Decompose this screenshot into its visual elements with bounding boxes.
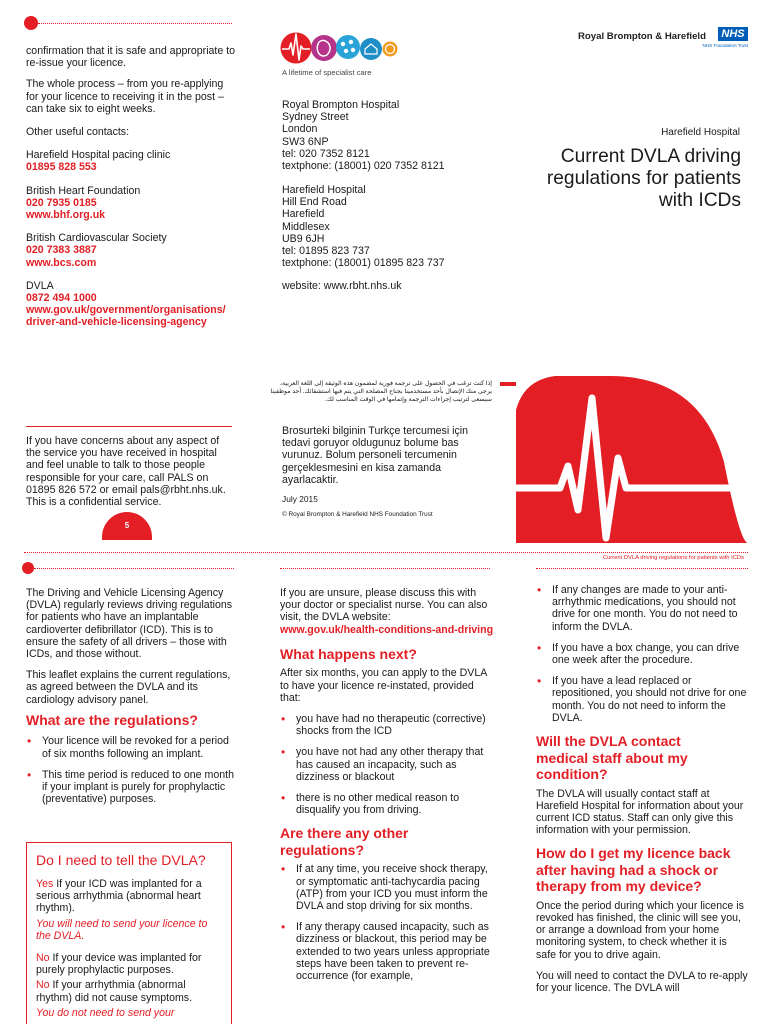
what-next-heading: What happens next? [280,645,417,662]
other-regulations-heading: Are there any other regulations? [280,825,409,858]
trust-name: Royal Brompton & Harefield [578,31,706,42]
cover-title: Current DVLA driving regulations for patients with ICDs [546,146,741,211]
address-textphone: textphone: (18001) 020 7352 8121 [282,160,445,173]
page5-whole-process: The whole process – from you re-applying for your licence to receiving it in the post – can take six to eight weeks. [26,78,224,115]
col3-rule [536,568,748,569]
heartbeat-icon [500,370,748,543]
address-line: Royal Brompton Hospital [282,99,400,111]
other-regulations-list [280,863,495,982]
dvla-contact-heading: Will the DVLA contact medical staff about my condition? [536,733,688,783]
address-phone: tel: 020 7352 8121 [282,147,370,160]
what-next-list [280,713,495,816]
address-textphone: textphone: (18001) 01895 823 737 [282,257,445,270]
yes-paragraph [36,878,222,915]
contact-harefield [26,149,236,173]
no-paragraph-1 [36,952,222,976]
col1-rule [34,568,234,569]
page-number-badge [102,512,152,540]
list-item: • If at any time, you receive shock therapy, or symptomatic anti-tachycardia pacing (ATP) from your ICD you must inform the DVLA and stop driving for six months. [280,863,495,912]
what-next-text: After six months, you can apply to the DVLA to have your licence re-instated, provided that: [280,667,487,704]
running-head-rule [24,552,748,553]
yes-label: Yes [36,878,54,890]
no-instruction: You do not need to send your [36,1006,175,1019]
contact-phone[interactable]: 01895 828 553 [26,161,97,174]
list-item: • you have had no therapeutic (corrective) shocks from the ICD [280,713,495,737]
column-1 [26,587,236,814]
pals-rule [26,426,232,427]
col2-rule [280,568,490,569]
contact-dvla [26,280,236,329]
list-item: • you have not had any other therapy that has caused an incapacity, such as dizziness or blackout [280,746,495,783]
no-text: If your device was implanted for purely prophylactic purposes. [36,952,202,977]
yes-instruction: You will need to send your licence to the DVLA. [36,917,208,942]
page5-top-rule [38,23,232,24]
dvla-website-link[interactable]: www.gov.uk/health-conditions-and-driving [280,623,494,636]
logo-circles-icon [280,28,398,68]
no-label: No [36,952,50,965]
page5-other-contacts: Other useful contacts: [26,126,130,139]
pals-text: If you have concerns about any aspect of the service you have received in hospital and feel unable to talk to those people responsible for your care, call PALS on 01895 826 572 or email pals@rbht.nhs.uk. This is a confidential service. [26,435,226,509]
publish-date: July 2015 [282,494,318,504]
cover-heartbeat-graphic [500,370,748,543]
address-line: Middlesex [282,220,330,233]
regulations-list [26,735,236,805]
contact-link[interactable]: www.gov.uk/government/organisations/ [26,304,226,317]
column-2 [280,587,495,991]
list-item: • If you have a lead replaced or repositioned, you should not drive for one month. You do not need to inform the DVLA. [536,675,748,724]
page5-intro: confirmation that it is safe and appropriate to re-issue your licence. [26,45,236,70]
running-head: Current DVLA driving regulations for patients with ICDs [520,555,744,561]
list-item: • If any changes are made to your anti-arrhythmic medications, you should not drive for one month. You do not need to inform the DVLA. [536,584,748,633]
licence-back-heading: How do I get my licence back after having had a shock or therapy from my device? [536,845,731,895]
list-item: • If you have a box change, you can drive one week after the procedure. [536,642,748,666]
logo-tagline: A lifetime of specialist care [282,68,372,77]
contact-bhf [26,185,236,222]
contact-phone[interactable]: 020 7935 0185 [26,196,97,209]
turkish-translation-note: Brosurteki bilginin Turkçe tercumesi için tedavi goruyor oldugunuz bolume bas vurunuz. Bolum personeli tercumenin gerçeklesmesini en kisa zamanda ayarlacaktir. [282,425,469,486]
hf-hospital-address [282,184,502,269]
col2-unsure: If you are unsure, please discuss this with your doctor or specialist nurse. You can also visit, the DVLA website: [280,587,488,624]
tell-dvla-box [26,842,232,1024]
address-line: UB9 6JH [282,232,325,245]
rb-hospital-address [282,99,502,172]
yes-text: If your ICD was implanted for a serious arrhythmia (abnormal heart rhythm). [36,878,202,915]
contact-link[interactable]: www.bcs.com [26,256,97,269]
contact-name: British Cardiovascular Society [26,232,167,245]
changes-list [536,584,748,724]
page5-top-dot [24,16,38,30]
col1-dot [22,562,34,574]
address-phone: tel: 01895 823 737 [282,245,370,258]
list-item: • If any therapy caused incapacity, such as dizziness or blackout, this period may be extended to two years unless appropriate steps have been taken to prevent re-occurrence (for example, [280,921,495,982]
column-3 [536,584,748,994]
page-number: 5 [124,521,130,530]
contact-name: DVLA [26,279,54,292]
contact-link[interactable]: www.bhf.org.uk [26,209,106,222]
col1-explains: This leaflet explains the current regulations, as agreed between the DVLA and its cardiology advisory panel. [26,669,231,706]
nhs-logo [718,27,748,41]
address-line: London [282,123,318,136]
page5-column [26,45,236,329]
foundation-trust-label: NHS Foundation Trust [702,43,748,48]
contact-link[interactable]: driver-and-vehicle-licensing-agency [26,316,207,329]
no-text: If your arrhythmia (abnormal rhythm) did not cause symptoms. [36,979,193,1004]
contact-bcs [26,232,236,269]
licence-back-text: Once the period during which your licence is revoked has finished, the clinic will see you, or arrange a download from your home monitoring system, to check whether it is safe for you to drive again. [536,899,744,961]
regulations-heading: What are the regulations? [26,711,198,728]
list-item: • there is no other medical reason to disqualify you from driving. [280,792,495,816]
nhs-logo-text: NHS [721,28,745,40]
no-paragraph-2 [36,979,222,1003]
cover-hospital: Harefield Hospital [661,127,740,138]
dvla-contact-text: The DVLA will usually contact staff at Harefield Hospital for information about your current ICD status. Staff can only give this information with your permission. [536,787,744,837]
address-line: Sydney Street [282,111,349,124]
rbht-logo [280,28,398,68]
reapply-text: You will need to contact the DVLA to re-apply for your licence. The DVLA will [536,969,748,995]
contact-name: British Heart Foundation [26,184,141,197]
tell-dvla-heading: Do I need to tell the DVLA? [36,852,206,868]
arabic-translation-note: إذا كنت ترغب في الحصول على ترجمة فورية لمضمون هذه الوثيقة إلى اللغة العربية، يرجى منك الإتصال بأحد مستخدمينا بجناح المصلحة التي يتم فيها استشفائك. أحد موظفينا سيسعى لترتيب إجراءات الترجمة وإتمامها في الوقت المناسب لك. [270,380,492,404]
website-line[interactable]: website: www.rbht.nhs.uk [282,280,402,292]
contact-phone[interactable]: 020 7383 3887 [26,244,97,257]
copyright: © Royal Brompton & Harefield NHS Foundation Trust [282,511,433,518]
address-line: Harefield [282,208,325,221]
address-line: Hill End Road [282,196,347,209]
no-label: No [36,979,50,992]
address-line: SW3 6NP [282,135,329,148]
list-item: • This time period is reduced to one month if your implant is purely for prophylactic (preventative) purposes. [26,769,236,806]
col1-intro: The Driving and Vehicle Licensing Agency (DVLA) regularly reviews driving regulations for patients who have an implantable cardioverter defibrillator (ICD). This is to ensure the safety of all drivers – those with ICDs, and those without. [26,587,233,661]
address-line: Harefield Hospital [282,184,366,196]
contact-phone[interactable]: 0872 494 1000 [26,292,97,305]
list-item: • Your licence will be revoked for a period of six months following an implant. [26,735,236,759]
contact-name: Harefield Hospital pacing clinic [26,149,171,162]
